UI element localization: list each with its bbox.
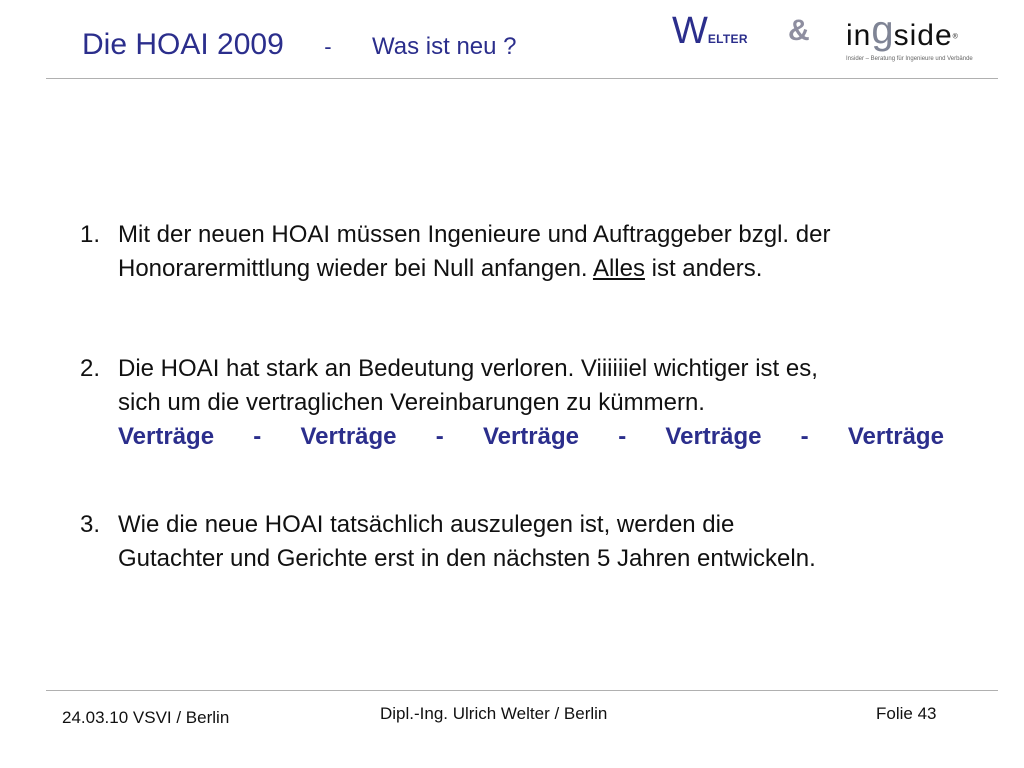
title-subtitle: Was ist neu ? (372, 33, 517, 60)
welter-logo-initial: W (672, 10, 708, 52)
ingside-logo (846, 8, 973, 62)
list-item-line: Die HOAI hat stark an Bedeutung verloren. Viiiiiiel wichtiger ist es, (118, 355, 818, 382)
ingside-logo-suffix: side (893, 19, 953, 52)
list-item-number: 2. (80, 355, 101, 382)
emphasis-word: Verträge (482, 423, 579, 450)
footer-divider (46, 690, 998, 691)
ingside-tagline: Insider – Beratung für Ingenieure und Verbände (846, 56, 973, 62)
ingside-logo-prefix: in (846, 19, 872, 52)
welter-logo-rest: ELTER (707, 32, 748, 46)
list-item-text (118, 508, 980, 576)
emphasis-word: Verträge (665, 423, 762, 450)
welter-logo (672, 10, 748, 53)
logo-ampersand: & (788, 14, 810, 47)
emphasis-word: Verträge (118, 423, 215, 450)
list-item-line (118, 252, 980, 286)
list-item-line: sich um die vertraglichen Vereinbarungen zu kümmern. (118, 389, 705, 416)
list-item-line: Gutachter und Gerichte erst in den nächsten 5 Jahren entwickeln. (118, 545, 816, 572)
line-text: Honorarermittlung wieder bei Null anfangen. (118, 255, 588, 282)
underlined-word: Alles (592, 255, 645, 282)
ingside-logo-g: g (871, 8, 894, 52)
emphasis-separator: - (435, 423, 444, 450)
emphasis-separator: - (253, 423, 262, 450)
list-item-text (118, 218, 980, 286)
emphasis-separator: - (618, 423, 627, 450)
footer-author: Dipl.-Ing. Ulrich Welter / Berlin (380, 704, 608, 723)
page-title (82, 28, 517, 62)
title-main: Die HOAI 2009 (82, 28, 284, 61)
header-divider (46, 78, 998, 79)
list-item-line: Mit der neuen HOAI müssen Ingenieure und Auftraggeber bzgl. der (118, 221, 831, 248)
list-item-text (118, 352, 980, 454)
emphasis-line (118, 420, 944, 454)
list-item-line: Wie die neue HOAI tatsächlich auszulegen ist, werden die (118, 511, 735, 538)
title-separator: - (324, 34, 332, 59)
footer-date-event: 24.03.10 VSVI / Berlin (62, 708, 230, 727)
ingside-logo-registered: ® (952, 33, 958, 41)
list-item-number: 3. (80, 511, 101, 538)
emphasis-word: Verträge (300, 423, 397, 450)
list-item-number: 1. (80, 221, 101, 248)
emphasis-separator: - (800, 423, 809, 450)
footer-slide-number: Folie 43 (876, 704, 937, 723)
line-text: ist anders. (651, 255, 763, 282)
emphasis-word: Verträge (847, 423, 944, 450)
